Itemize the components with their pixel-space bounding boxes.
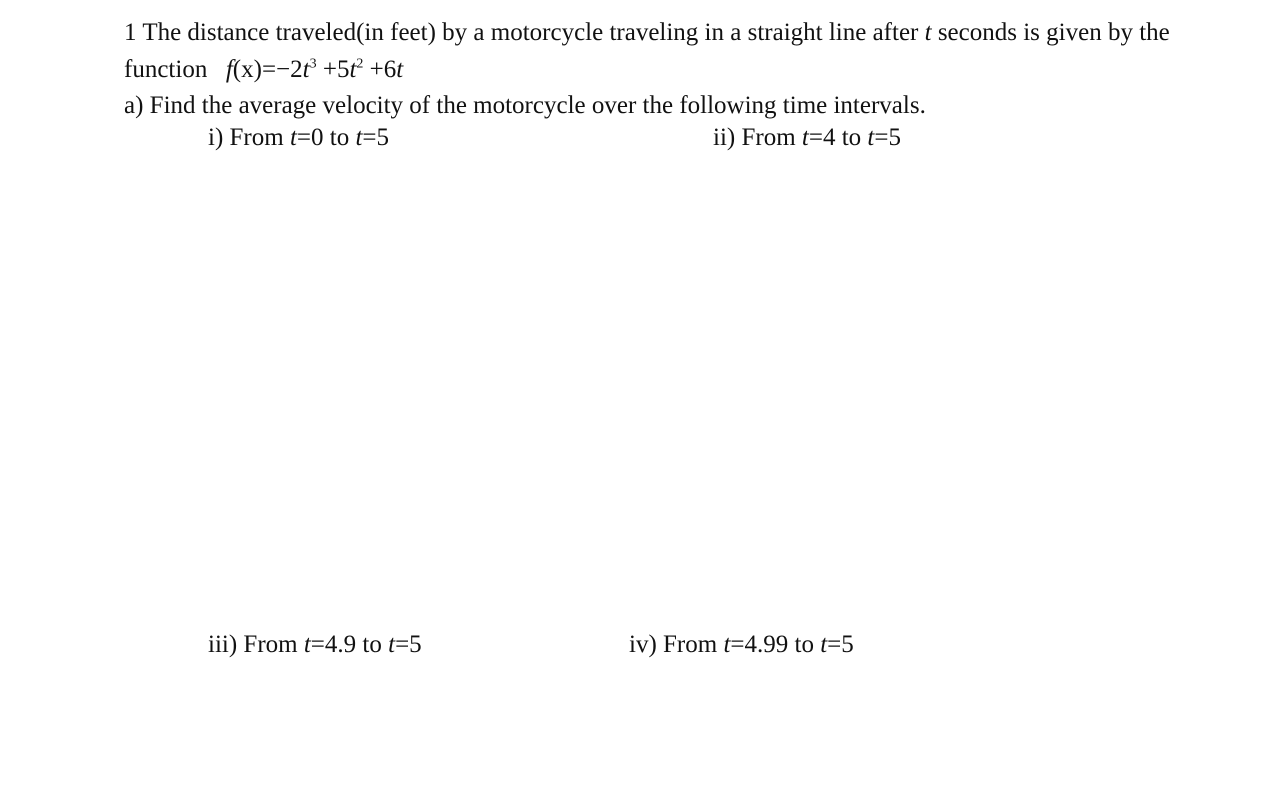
interval-iii: iii) From t=4.9 to t=5 [208,631,422,658]
function-word: function [124,56,208,83]
question-number: 1 [124,19,137,46]
part-a-prompt: a) Find the average velocity of the motorcycle over the following time intervals. [124,92,926,119]
variable-t: t [924,19,932,46]
interval-ii: ii) From t=4 to t=5 [713,124,901,151]
question-line-1 [124,20,1170,45]
function-line [124,57,403,82]
interval-i: i) From t=0 to t=5 [208,124,390,151]
interval-iv: iv) From t=4.99 to t=5 [629,631,854,658]
question-intro-text: The distance traveled(in feet) by a motorcycle traveling in a straight line after [142,19,919,46]
question-intro-text-end: seconds is given by the [937,19,1170,46]
function-expression: $f(x)=-2t^3 +5t^2 +6t$ [225,56,404,83]
